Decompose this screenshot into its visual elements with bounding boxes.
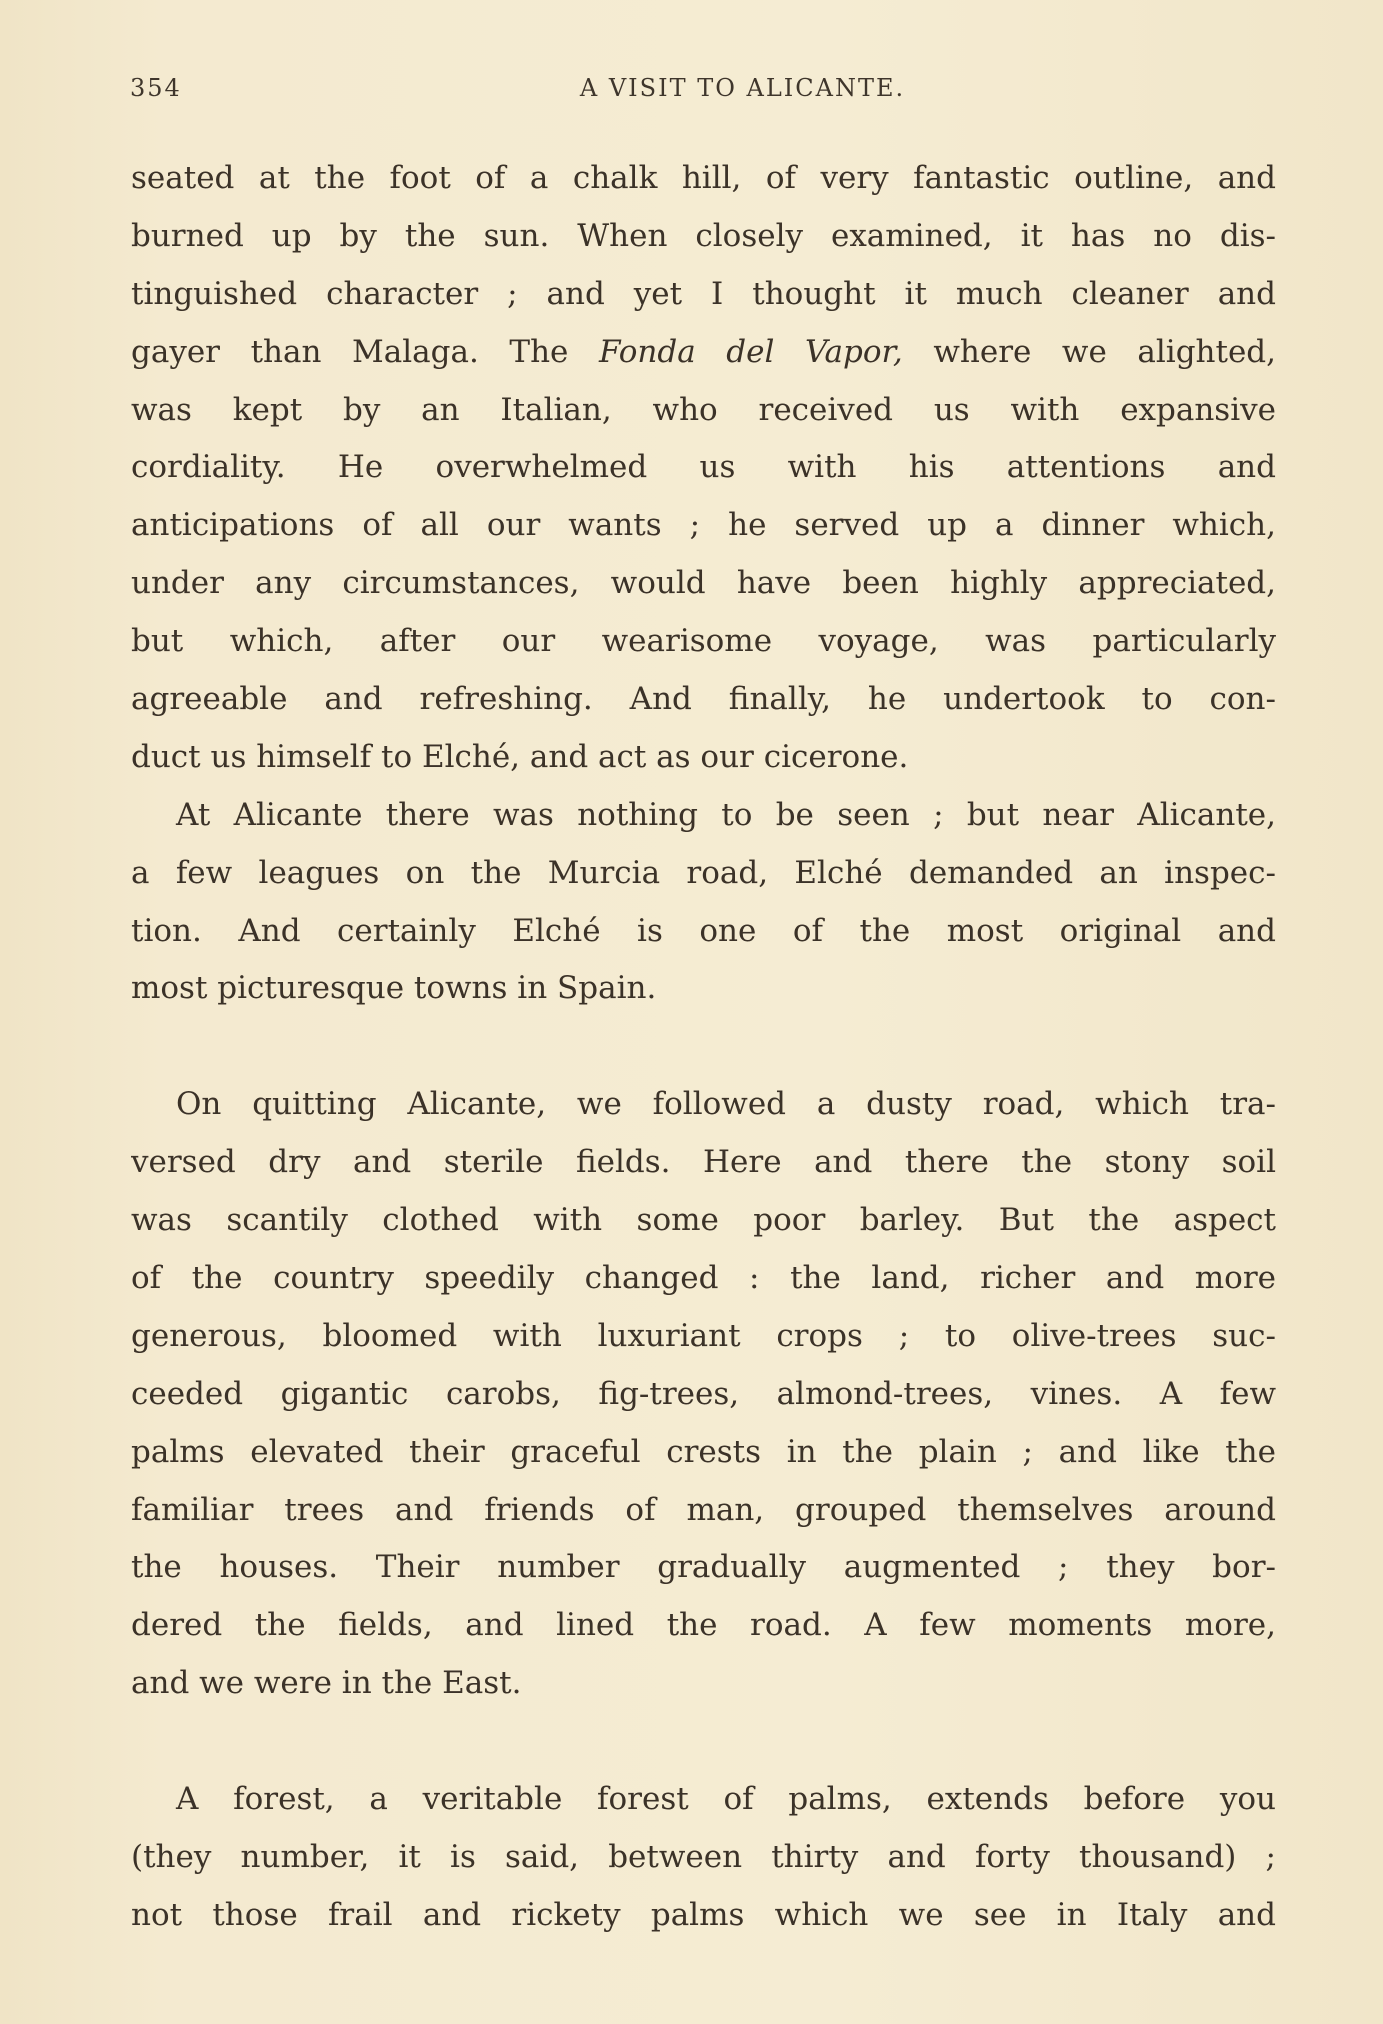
text-line: tion. And certainly Elché is one of the most original and — [131, 912, 1276, 949]
text-run: where we alighted, — [902, 333, 1276, 370]
text-line: A forest, a veritable forest of palms, extends before you — [176, 1781, 1276, 1818]
text-line: cordiality. He overwhelmed us with his attentions and — [131, 449, 1276, 486]
body-text — [131, 150, 1276, 1945]
italic-inn-name: Fonda del Vapor, — [598, 333, 903, 370]
text-line: versed dry and sterile fields. Here and there the stony soil — [131, 1144, 1276, 1181]
section-break — [131, 1713, 1276, 1771]
text-line: duct us himself to Elché, and act as our cicerone. — [131, 738, 909, 775]
text-line: tinguished character ; and yet I thought it much cleaner and — [131, 275, 1276, 312]
running-head — [130, 74, 1275, 114]
text-line: ceeded gigantic carobs, fig-trees, almond-trees, vines. A few — [131, 1375, 1276, 1412]
text-line: not those frail and rickety palms which we see in Italy and — [131, 1896, 1276, 1933]
text-line: dered the fields, and lined the road. A few moments more, — [131, 1607, 1276, 1644]
text-line — [131, 324, 1276, 382]
text-line: At Alicante there was nothing to be seen ; but near Alicante, — [176, 796, 1276, 833]
text-line: of the country speedily changed : the land, richer and more — [131, 1260, 1276, 1297]
text-line: but which, after our wearisome voyage, was particularly — [131, 623, 1276, 660]
text-line: under any circumstances, would have been highly appreciated, — [131, 565, 1276, 602]
text-line: On quitting Alicante, we followed a dusty road, which tra- — [176, 1086, 1276, 1123]
text-line: the houses. Their number gradually augmented ; they bor- — [131, 1549, 1276, 1586]
text-line: seated at the foot of a chalk hill, of very fantastic outline, and — [131, 160, 1276, 196]
section-break — [131, 1018, 1276, 1076]
text-line: (they number, it is said, between thirty and forty thousand) ; — [131, 1839, 1276, 1876]
text-line: was scantily clothed with some poor barley. But the aspect — [131, 1202, 1276, 1239]
text-line: was kept by an Italian, who received us with expansive — [131, 391, 1276, 428]
text-line: and we were in the East. — [131, 1665, 522, 1702]
text-line: agreeable and refreshing. And finally, he undertook to con- — [131, 681, 1276, 718]
text-line: familiar trees and friends of man, grouped themselves around — [131, 1491, 1276, 1528]
text-line: anticipations of all our wants ; he served up a dinner which, — [131, 507, 1276, 544]
page-number: 354 — [130, 74, 182, 102]
text-line: burned up by the sun. When closely examined, it has no dis- — [131, 217, 1276, 254]
text-line: generous, bloomed with luxuriant crops ; to olive-trees suc- — [131, 1317, 1276, 1354]
text-line: most picturesque towns in Spain. — [131, 970, 657, 1007]
running-title: A VISIT TO ALICANTE. — [579, 74, 906, 102]
text-run: gayer than Malaga. The — [131, 333, 599, 370]
text-line: palms elevated their graceful crests in the plain ; and like the — [131, 1433, 1276, 1470]
text-line: a few leagues on the Murcia road, Elché demanded an inspec- — [131, 854, 1276, 891]
